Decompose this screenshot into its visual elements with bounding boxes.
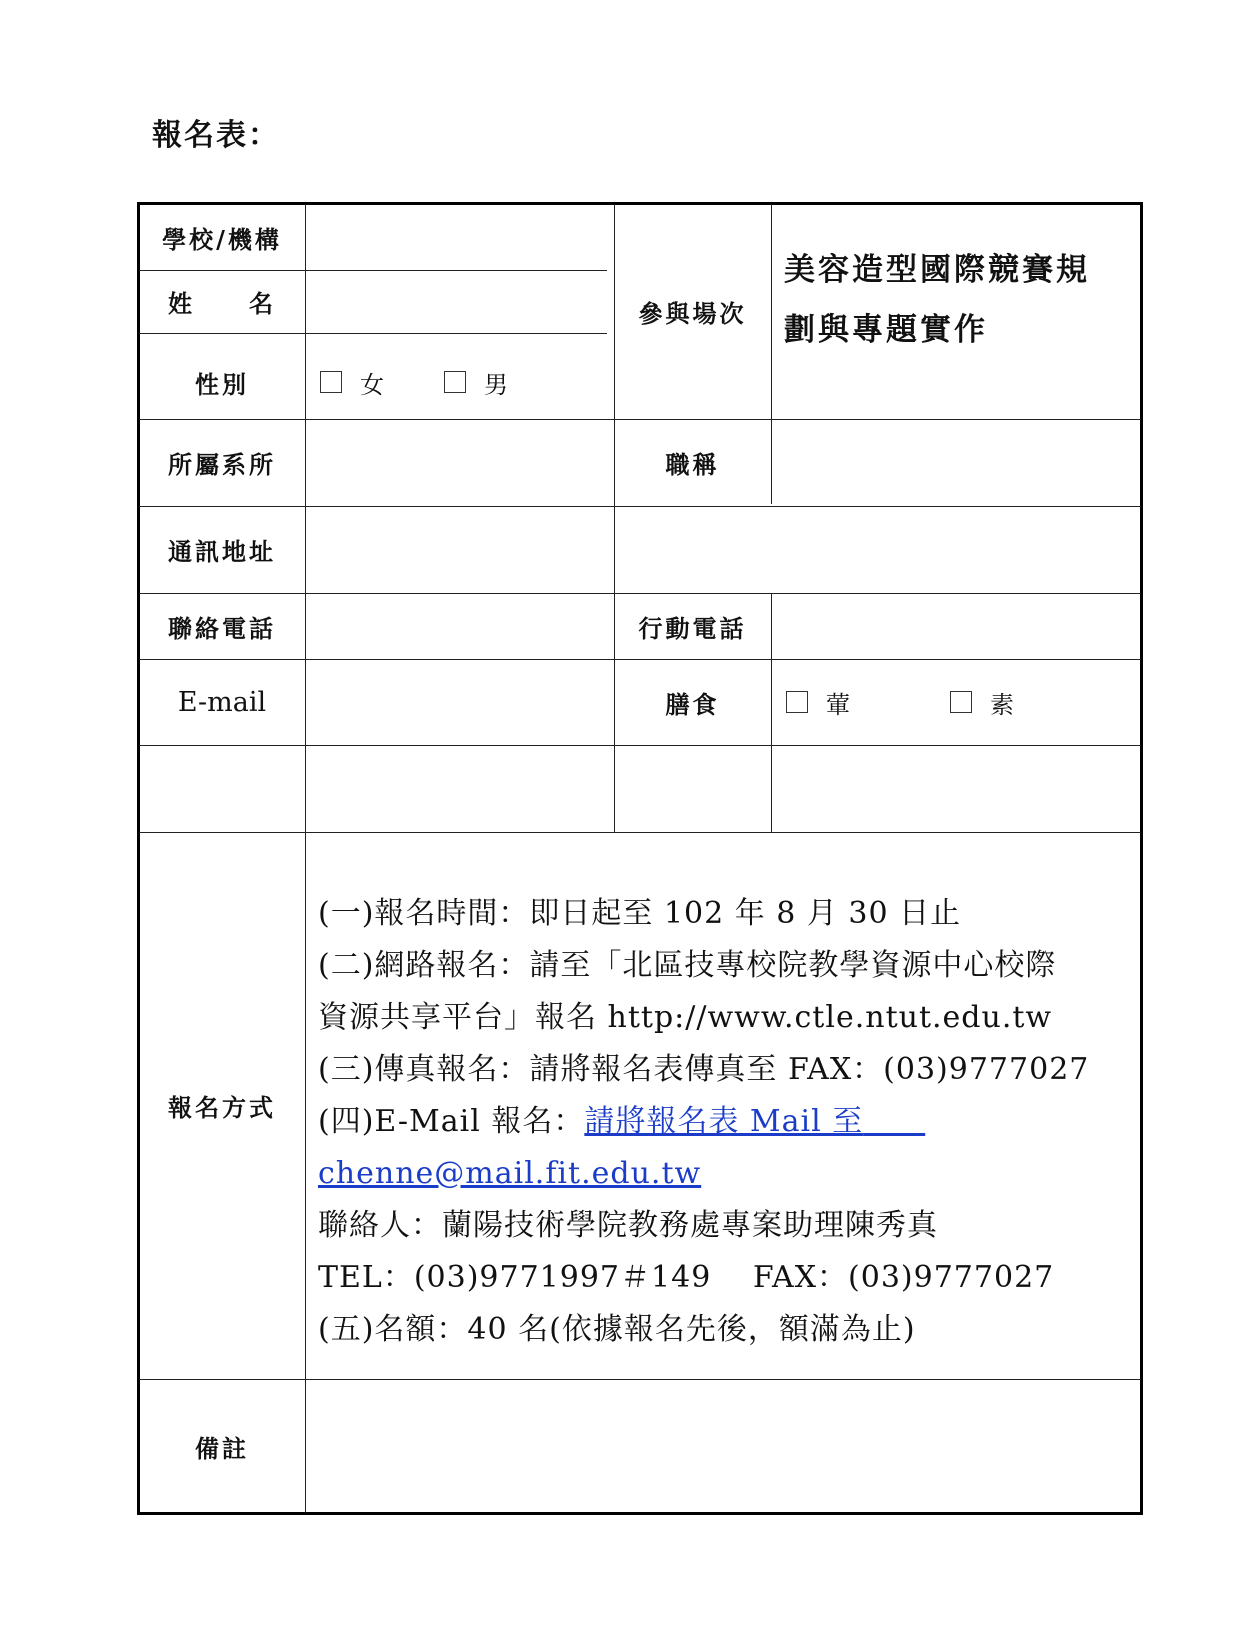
grid-line <box>305 204 306 1513</box>
email-registration-prefix: (四)E-Mail 報名： <box>318 1104 585 1139</box>
label-school: 學校/機構 <box>162 224 282 254</box>
checkbox-icon[interactable] <box>444 371 466 393</box>
gender-male-label: 男 <box>484 370 508 399</box>
meal-option-meat[interactable] <box>786 685 850 720</box>
gender-options <box>320 345 610 419</box>
grid-line <box>771 593 772 833</box>
checkbox-icon[interactable] <box>950 691 972 713</box>
method-line: (五)名額：40 名(依據報名先後，額滿為止) <box>318 1312 916 1347</box>
email-instruction-link[interactable]: 請將報名表 Mail 至 <box>584 1104 864 1139</box>
grid-line <box>139 745 1141 746</box>
grid-line <box>139 333 607 334</box>
link-underline-filler <box>863 1104 925 1139</box>
method-line: (三)傳真報名：請將報名表傳真至 FAX：(03)9777027 <box>318 1052 1090 1087</box>
session-value: 美容造型國際競賽規劃與專題實作 <box>784 252 1090 348</box>
grid-line <box>771 204 772 504</box>
method-line: (一)報名時間：即日起至 102 年 8 月 30 日止 <box>318 896 962 931</box>
label-gender: 性別 <box>195 369 249 399</box>
label-email: E-mail <box>177 686 267 718</box>
method-line: (二)網路報名：請至「北區技專校院教學資源中心校際 <box>318 948 1057 983</box>
label-session: 參與場次 <box>638 299 747 328</box>
form-title: 報名表： <box>152 118 280 153</box>
meal-vegetarian-label: 素 <box>990 690 1014 719</box>
gender-female-label: 女 <box>360 370 384 399</box>
method-line: 聯絡人：蘭陽技術學院教務處專案助理陳秀真 <box>318 1208 938 1243</box>
gender-option-male[interactable] <box>444 365 508 400</box>
label-method: 報名方式 <box>168 1093 276 1122</box>
checkbox-icon[interactable] <box>786 691 808 713</box>
label-job-title: 職稱 <box>665 450 720 479</box>
method-line: TEL：(03)9771997＃149 FAX：(03)9777027 <box>318 1260 1055 1295</box>
meal-options <box>786 659 1136 745</box>
checkbox-icon[interactable] <box>320 371 342 393</box>
label-phone: 聯絡電話 <box>168 613 276 643</box>
label-address: 通訊地址 <box>168 537 276 566</box>
label-remark: 備註 <box>195 1433 249 1463</box>
meal-option-vegetarian[interactable] <box>950 685 1014 720</box>
gender-option-female[interactable] <box>320 365 384 400</box>
contact-email-link[interactable]: chenne@mail.fit.edu.tw <box>318 1156 702 1191</box>
method-line: 資源共享平台」報名 http://www.ctle.ntut.edu.tw <box>318 1000 1053 1035</box>
label-meal: 膳食 <box>665 689 720 719</box>
method-content <box>318 888 1138 1356</box>
label-name: 姓 名 <box>168 289 276 318</box>
label-dept: 所屬系所 <box>168 450 276 479</box>
method-line <box>318 1096 1138 1148</box>
meal-meat-label: 葷 <box>826 690 850 719</box>
label-mobile: 行動電話 <box>638 613 747 643</box>
